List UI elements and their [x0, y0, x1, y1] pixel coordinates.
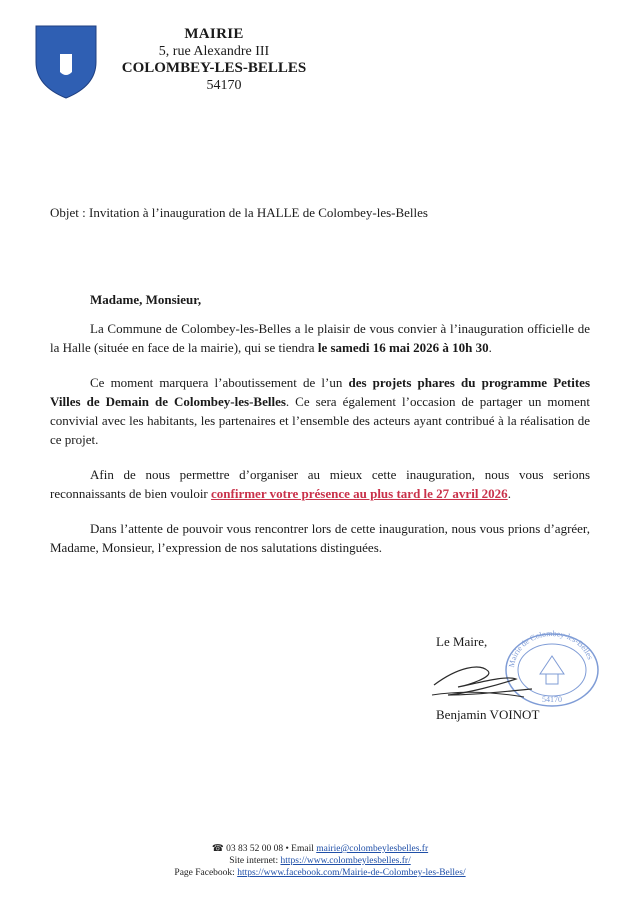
facebook-link[interactable]: https://www.facebook.com/Mairie-de-Colombey-les-Belles/: [237, 868, 466, 878]
phone-number: 03 83 52 00 08: [226, 844, 284, 854]
rsvp-deadline: confirmer votre présence au plus tard le 27 avril 2026: [211, 486, 508, 501]
footer-contact: [100, 843, 540, 879]
paragraph-rsvp: Afin de nous permettre d’organiser au mieux cette inauguration, nous vous serions reconnaissants de bien vouloir confirmer votre présence au plus tard le 27 avril 2026.: [50, 467, 590, 501]
letter-body: [50, 290, 590, 573]
stamp-text: Mairie de Colombey-les-Belles: [507, 628, 595, 669]
email-link[interactable]: mairie@colombeylesbelles.fr: [316, 844, 429, 854]
event-date: le samedi 16 mai 2026 à 10h 30: [317, 340, 489, 355]
footer-facebook: Page Facebook: https://www.facebook.com/Mairie-de-Colombey-les-Belles/: [174, 868, 466, 878]
stamp-postcode: 54170: [542, 695, 562, 704]
salutation: Madame, Monsieur,: [90, 292, 202, 307]
website-link[interactable]: https://www.colombeylesbelles.fr/: [280, 856, 411, 866]
signature-title: Le Maire,: [436, 634, 488, 649]
paragraph-invitation: La Commune de Colombey-les-Belles a le plaisir de vous convier à l’inauguration officielle de la Halle (située en face de la mairie), qui se tiendra le samedi 16 mai 2026 à 10h 30.: [50, 321, 590, 355]
footer-website: Site internet: https://www.colombeylesbelles.fr/: [229, 856, 411, 866]
town-hall-address: [100, 26, 328, 94]
mairie-street: 5, rue Alexandre III: [158, 44, 270, 59]
handwritten-signature: [428, 655, 538, 705]
paragraph-project: Ce moment marquera l’aboutissement de l’un des projets phares du programme Petites Villes de Demain de Colombey-les-Belles. Ce sera également l’occasion de partager un moment convivial avec les habitants, les partenaires et l’ensemble des acteurs ayant contribué à la réalisation de ce projet.: [50, 375, 591, 447]
footer-phone-email: ☎ 03 83 52 00 08 • Email mairie@colombeylesbelles.fr: [211, 844, 429, 854]
letter-subject: Objet : Invitation à l’inauguration de la HALLE de Colombey-les-Belles: [50, 205, 428, 220]
paragraph-closing: Dans l’attente de pouvoir vous rencontrer lors de cette inauguration, nous vous prions d’agréer, Madame, Monsieur, l’expression de nos salutations distinguées.: [50, 521, 590, 555]
mayor-name: Benjamin VOINOT: [436, 707, 540, 722]
mairie-postcode: 54170: [206, 78, 242, 93]
mairie-title: MAIRIE: [184, 26, 244, 42]
project-highlight: des projets phares du programme Petites Villes de Demain de Colombey-les-Belles: [50, 375, 591, 409]
phone-icon: ☎: [211, 844, 224, 854]
mairie-town: COLOMBEY-LES-BELLES: [121, 60, 307, 76]
coat-of-arms-icon: [34, 22, 98, 100]
